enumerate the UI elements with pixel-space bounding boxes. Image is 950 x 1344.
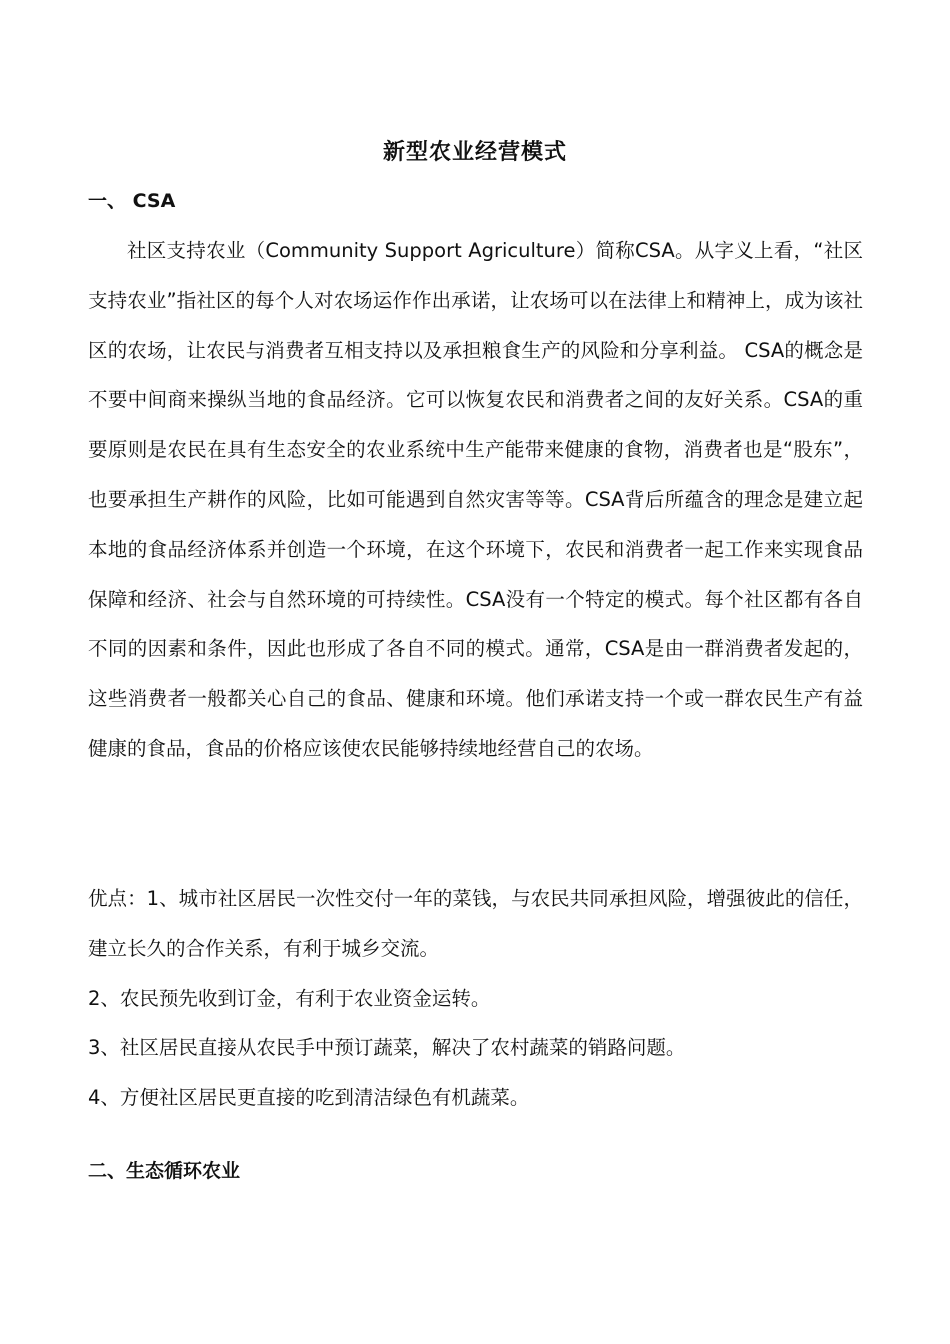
csa-intro-paragraph: 社区支持农业（Community Support Agriculture）简称CSA。从字义上看，“社区支持农业”指社区的每个人对农场运作作出承诺，让农场可以在法律上和精神上，成为该社区的农场，让农民与消费者互相支持以及承担粮食生产的风险和分享利益。 CSA的概念是不要中间商来操纵当地的食品经济。它可以恢复农民和消费者之间的友好关系。CSA的重要原则是农民在具有生态安全的农业系统中生产能带来健康的食物，消费者也是“股东”，也要承担生产耕作的风险，比如可能遇到自然灾害等等。CSA背后所蕴含的理念是建立起本地的食品经济体系并创造一个环境，在这个环境下，农民和消费者一起工作来实现食品保障和经济、社会与自然环境的可持续性。CSA没有一个特定的模式。每个社区都有各自不同的因素和条件，因此也形成了各自不同的模式。通常，CSA是由一群消费者发起的，这些消费者一般都关心自己的食品、健康和环境。他们承诺支持一个或一群农民生产有益健康的食品，食品的价格应该使农民能够持续地经营自己的农场。 [88,239,863,760]
advantage-item-4: 4、方便社区居民更直接的吃到清洁绿色有机蔬菜。 [88,1086,530,1110]
document-title: 新型农业经营模式 [382,140,567,165]
section-heading-csa: 一、 CSA [88,190,176,212]
csa-advantages-list [88,874,863,1123]
section-heading-eco-agriculture: 二、生态循环农业 [88,1160,241,1182]
advantage-item-2: 2、农民预先收到订金，有利于农业资金运转。 [88,986,491,1010]
advantage-item-3: 3、社区居民直接从农民手中预订蔬菜，解决了农村蔬菜的销路问题。 [88,1036,686,1060]
advantage-item-1: 优点：1、城市社区居民一次性交付一年的菜钱，与农民共同承担风险，增强彼此的信任，建立长久的合作关系，有利于城乡交流。 [88,887,863,960]
